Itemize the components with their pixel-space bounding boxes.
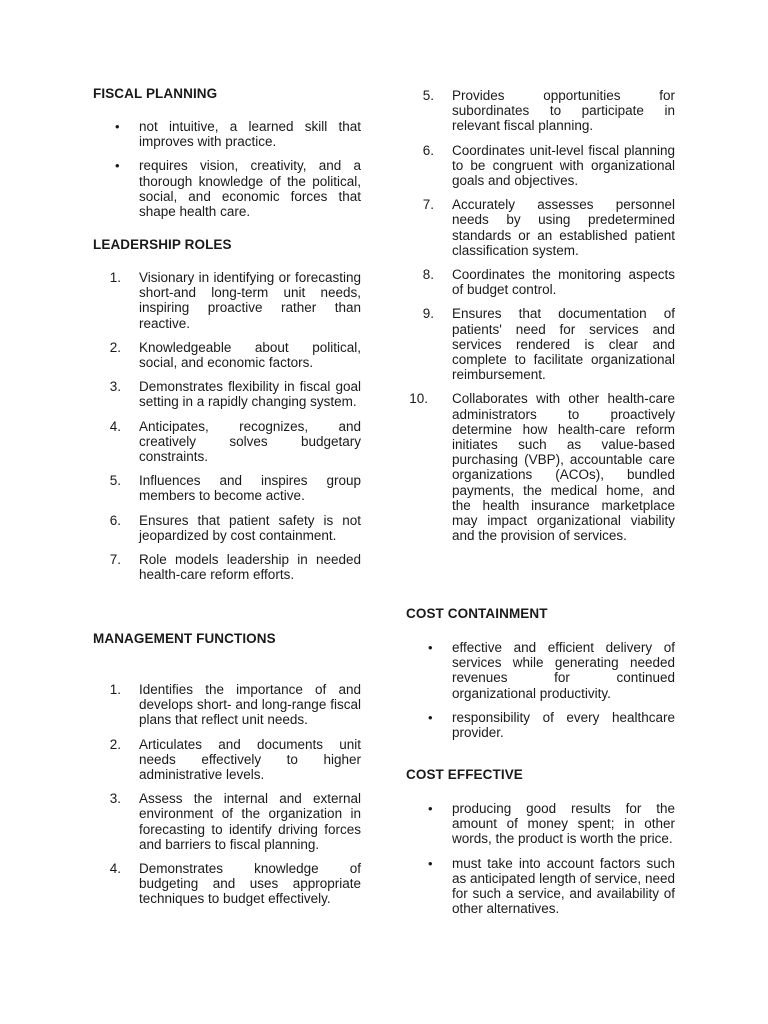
- item-number: 7.: [422, 197, 434, 213]
- bullet-icon: •: [428, 801, 433, 816]
- list-item-text: Coordinates unit-level fiscal planning to be congruent with organizational goals and objectives.: [452, 142, 675, 189]
- item-number: 3.: [109, 791, 121, 807]
- leadership-roles-heading: LEADERSHIP ROLES: [93, 237, 232, 252]
- list-item-text: producing good results for the amount of money spent; in other words, the product is worth the price.: [452, 801, 675, 847]
- list-item: [93, 791, 361, 852]
- list-item-text: must take into account factors such as anticipated length of service, need for such a service, and availability of other alternatives.: [452, 855, 675, 917]
- list-item: [406, 143, 675, 189]
- list-item: [93, 473, 361, 503]
- list-item: [93, 682, 361, 728]
- bullet-icon: •: [428, 640, 433, 655]
- list-item: [93, 158, 361, 219]
- list-item: [406, 710, 675, 740]
- list-item-text: Influences and inspires group members to become active.: [139, 473, 361, 504]
- list-item-text: Coordinates the monitoring aspects of budget control.: [452, 267, 675, 298]
- list-item: [93, 419, 361, 465]
- list-item-text: responsibility of every healthcare provider.: [452, 709, 675, 741]
- bullet-icon: •: [428, 855, 433, 871]
- list-item-text: Accurately assesses personnel needs by using predetermined standards or an established patient classification system.: [452, 197, 675, 258]
- item-number: 1.: [109, 270, 121, 285]
- list-item: [93, 379, 361, 409]
- list-item: [406, 306, 675, 382]
- item-number: 2.: [109, 736, 121, 752]
- item-number: 5.: [422, 88, 434, 103]
- list-item-text: effective and efficient delivery of services while generating needed revenues for continued organizational productivity.: [452, 640, 675, 701]
- cost-effective-heading: COST EFFECTIVE: [406, 767, 523, 782]
- list-item: [93, 513, 361, 543]
- item-number: 10.: [409, 391, 428, 407]
- cost-effective-list: [406, 801, 675, 925]
- list-item: [406, 640, 675, 701]
- bullet-icon: •: [115, 119, 120, 134]
- list-item: [93, 737, 361, 783]
- item-number: 2.: [109, 339, 121, 355]
- list-item-text: Identifies the importance of and develops short- and long-range fiscal plans that reflect unit needs.: [139, 682, 361, 728]
- list-item: [93, 340, 361, 370]
- leadership-roles-list: [93, 270, 361, 591]
- list-item-text: Ensures that documentation of patients' need for services and services rendered is clear and complete to facilitate organizational reimbursement.: [452, 306, 675, 383]
- list-item: [406, 197, 675, 258]
- management-functions-list: [93, 682, 361, 916]
- list-item-text: Collaborates with other health-care administrators to proactively determine how health-care reform initiates such as value-based purchasing (VBP), accountable care organizations (ACOs), bundled payments, the medical home, and the health insurance marketplace may impact organizational viability and the provision of services.: [452, 391, 675, 544]
- list-item: [93, 552, 361, 582]
- item-number: 4.: [109, 418, 121, 434]
- list-item-text: Role models leadership in needed health-care reform efforts.: [139, 552, 361, 583]
- management-functions-continued-list: [406, 88, 675, 552]
- fiscal-planning-heading: FISCAL PLANNING: [93, 86, 218, 101]
- item-number: 1.: [109, 682, 121, 697]
- list-item-text: Assess the internal and external environment of the organization in forecasting to identify driving forces and barriers to fiscal planning.: [139, 791, 361, 852]
- item-number: 8.: [422, 267, 434, 283]
- item-number: 3.: [109, 379, 121, 395]
- list-item: [93, 119, 361, 149]
- item-number: 7.: [109, 552, 121, 568]
- list-item-text: requires vision, creativity, and a thorough knowledge of the political, social, and economic forces that shape health care.: [139, 158, 361, 220]
- list-item: [406, 267, 675, 297]
- item-number: 4.: [109, 861, 121, 877]
- bullet-icon: •: [428, 709, 433, 725]
- item-number: 6.: [109, 512, 121, 528]
- item-number: 5.: [109, 473, 121, 489]
- list-item-text: not intuitive, a learned skill that improves with practice.: [139, 119, 361, 150]
- list-item: [406, 88, 675, 134]
- list-item-text: Ensures that patient safety is not jeopardized by cost containment.: [139, 512, 361, 543]
- list-item: [406, 856, 675, 917]
- cost-containment-list: [406, 640, 675, 749]
- list-item-text: Demonstrates flexibility in fiscal goal setting in a rapidly changing system.: [139, 379, 361, 410]
- list-item-text: Demonstrates knowledge of budgeting and uses appropriate techniques to budget effectively.: [139, 861, 361, 907]
- list-item: [93, 270, 361, 331]
- list-item-text: Articulates and documents unit needs effectively to higher administrative levels.: [139, 736, 361, 783]
- list-item: [406, 801, 675, 847]
- list-item-text: Anticipates, recognizes, and creatively solves budgetary constraints.: [139, 418, 361, 465]
- bullet-icon: •: [115, 158, 120, 174]
- list-item-text: Provides opportunities for subordinates to participate in relevant fiscal planning.: [452, 88, 675, 134]
- management-functions-heading: MANAGEMENT FUNCTIONS: [93, 631, 276, 646]
- list-item-text: Visionary in identifying or forecasting short-and long-term unit needs, inspiring proactive rather than reactive.: [139, 270, 361, 331]
- item-number: 6.: [422, 142, 434, 158]
- cost-containment-heading: COST CONTAINMENT: [406, 606, 548, 621]
- list-item: [93, 861, 361, 907]
- list-item: [406, 391, 675, 543]
- list-item-text: Knowledgeable about political, social, and economic factors.: [139, 339, 361, 371]
- item-number: 9.: [422, 306, 434, 322]
- fiscal-planning-list: [93, 119, 361, 228]
